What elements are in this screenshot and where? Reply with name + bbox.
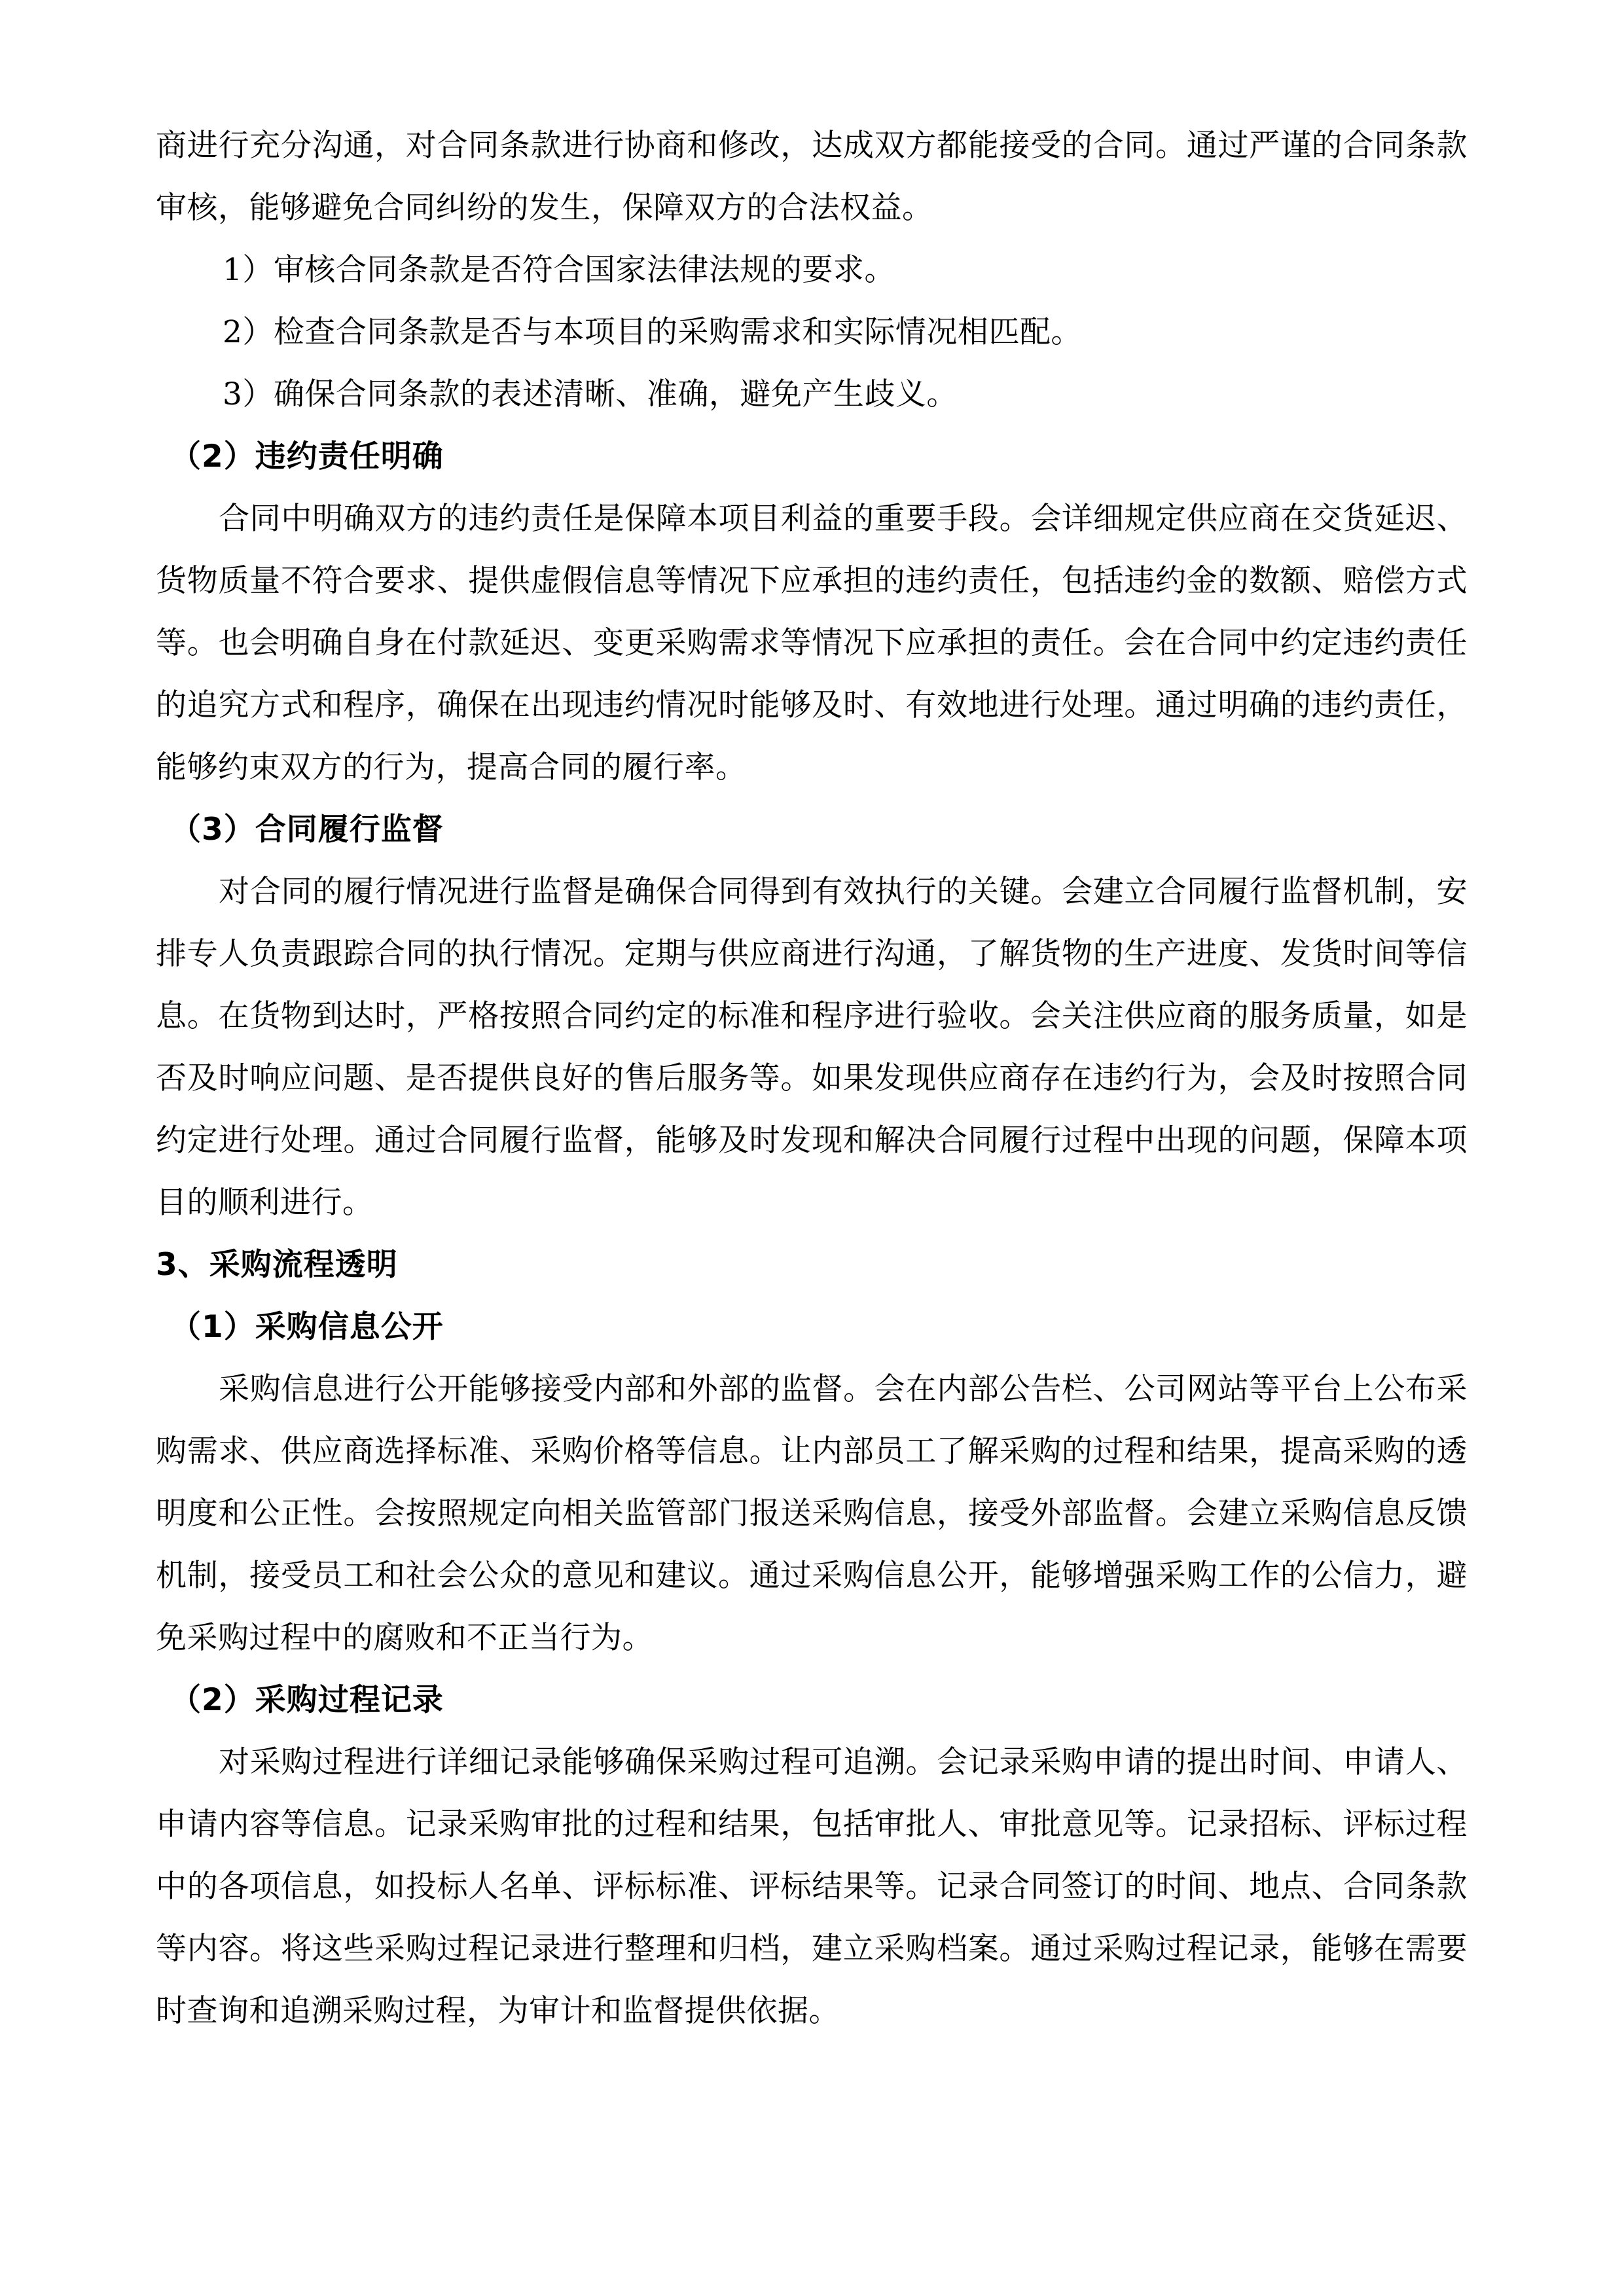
paragraph-information-disclosure: 采购信息进行公开能够接受内部和外部的监督。会在内部公告栏、公司网站等平台上公布采购需求、供应商选择标准、采购价格等信息。让内部员工了解采购的过程和结果，提高采购的透明度和公正性。会按照规定向相关监管部门报送采购信息，接受外部监督。会建立采购信息反馈机制，接受员工和社会公众的意见和建议。通过采购信息公开，能够增强采购工作的公信力，避免采购过程中的腐败和不正当行为。 [156,1371,1468,1656]
paragraph-breach-liability: 合同中明确双方的违约责任是保障本项目利益的重要手段。会详细规定供应商在交货延迟、货物质量不符合要求、提供虚假信息等情况下应承担的违约责任，包括违约金的数额、赔偿方式等。也会明确自身在付款延迟、变更采购需求等情况下应承担的责任。会在合同中约定违约责任的追究方式和程序，确保在出现违约情况时能够及时、有效地进行处理。通过明确的违约责任，能够约束双方的行为，提高合同的履行率。 [156,501,1468,785]
page-content [156,115,1468,2042]
heading-information-disclosure: （1）采购信息公开 [170,1309,444,1345]
paragraph-continuation: 商进行充分沟通，对合同条款进行协商和修改，达成双方都能接受的合同。通过严谨的合同条款审核，能够避免合同纠纷的发生，保障双方的合法权益。 [156,128,1468,226]
paragraph-process-record: 对采购过程进行详细记录能够确保采购过程可追溯。会记录采购申请的提出时间、申请人、申请内容等信息。记录采购审批的过程和结果，包括审批人、审批意见等。记录招标、评标过程中的各项信息，如投标人名单、评标标准、评标结果等。记录合同签订的时间、地点、合同条款等内容。将这些采购过程记录进行整理和归档，建立采购档案。通过采购过程记录，能够在需要时查询和追溯采购过程，为审计和监督提供依据。 [156,1744,1468,2029]
list-item: 2）检查合同条款是否与本项目的采购需求和实际情况相匹配。 [223,314,1082,350]
paragraph-contract-supervision: 对合同的履行情况进行监督是确保合同得到有效执行的关键。会建立合同履行监督机制，安排专人负责跟踪合同的执行情况。定期与供应商进行沟通，了解货物的生产进度、发货时间等信息。在货物到达时，严格按照合同约定的标准和程序进行验收。会关注供应商的服务质量，如是否及时响应问题、是否提供良好的售后服务等。如果发现供应商存在违约行为，会及时按照合同约定进行处理。通过合同履行监督，能够及时发现和解决合同履行过程中出现的问题，保障本项目的顺利进行。 [156,874,1468,1221]
list-item: 3）确保合同条款的表述清晰、准确，避免产生歧义。 [223,376,958,412]
heading-contract-supervision: （3）合同履行监督 [170,812,444,848]
heading-breach-liability: （2）违约责任明确 [170,439,444,475]
heading-process-record: （2）采购过程记录 [170,1682,444,1718]
heading-procurement-transparency: 3、采购流程透明 [156,1247,398,1283]
list-item: 1）审核合同条款是否符合国家法律法规的要求。 [223,252,895,288]
